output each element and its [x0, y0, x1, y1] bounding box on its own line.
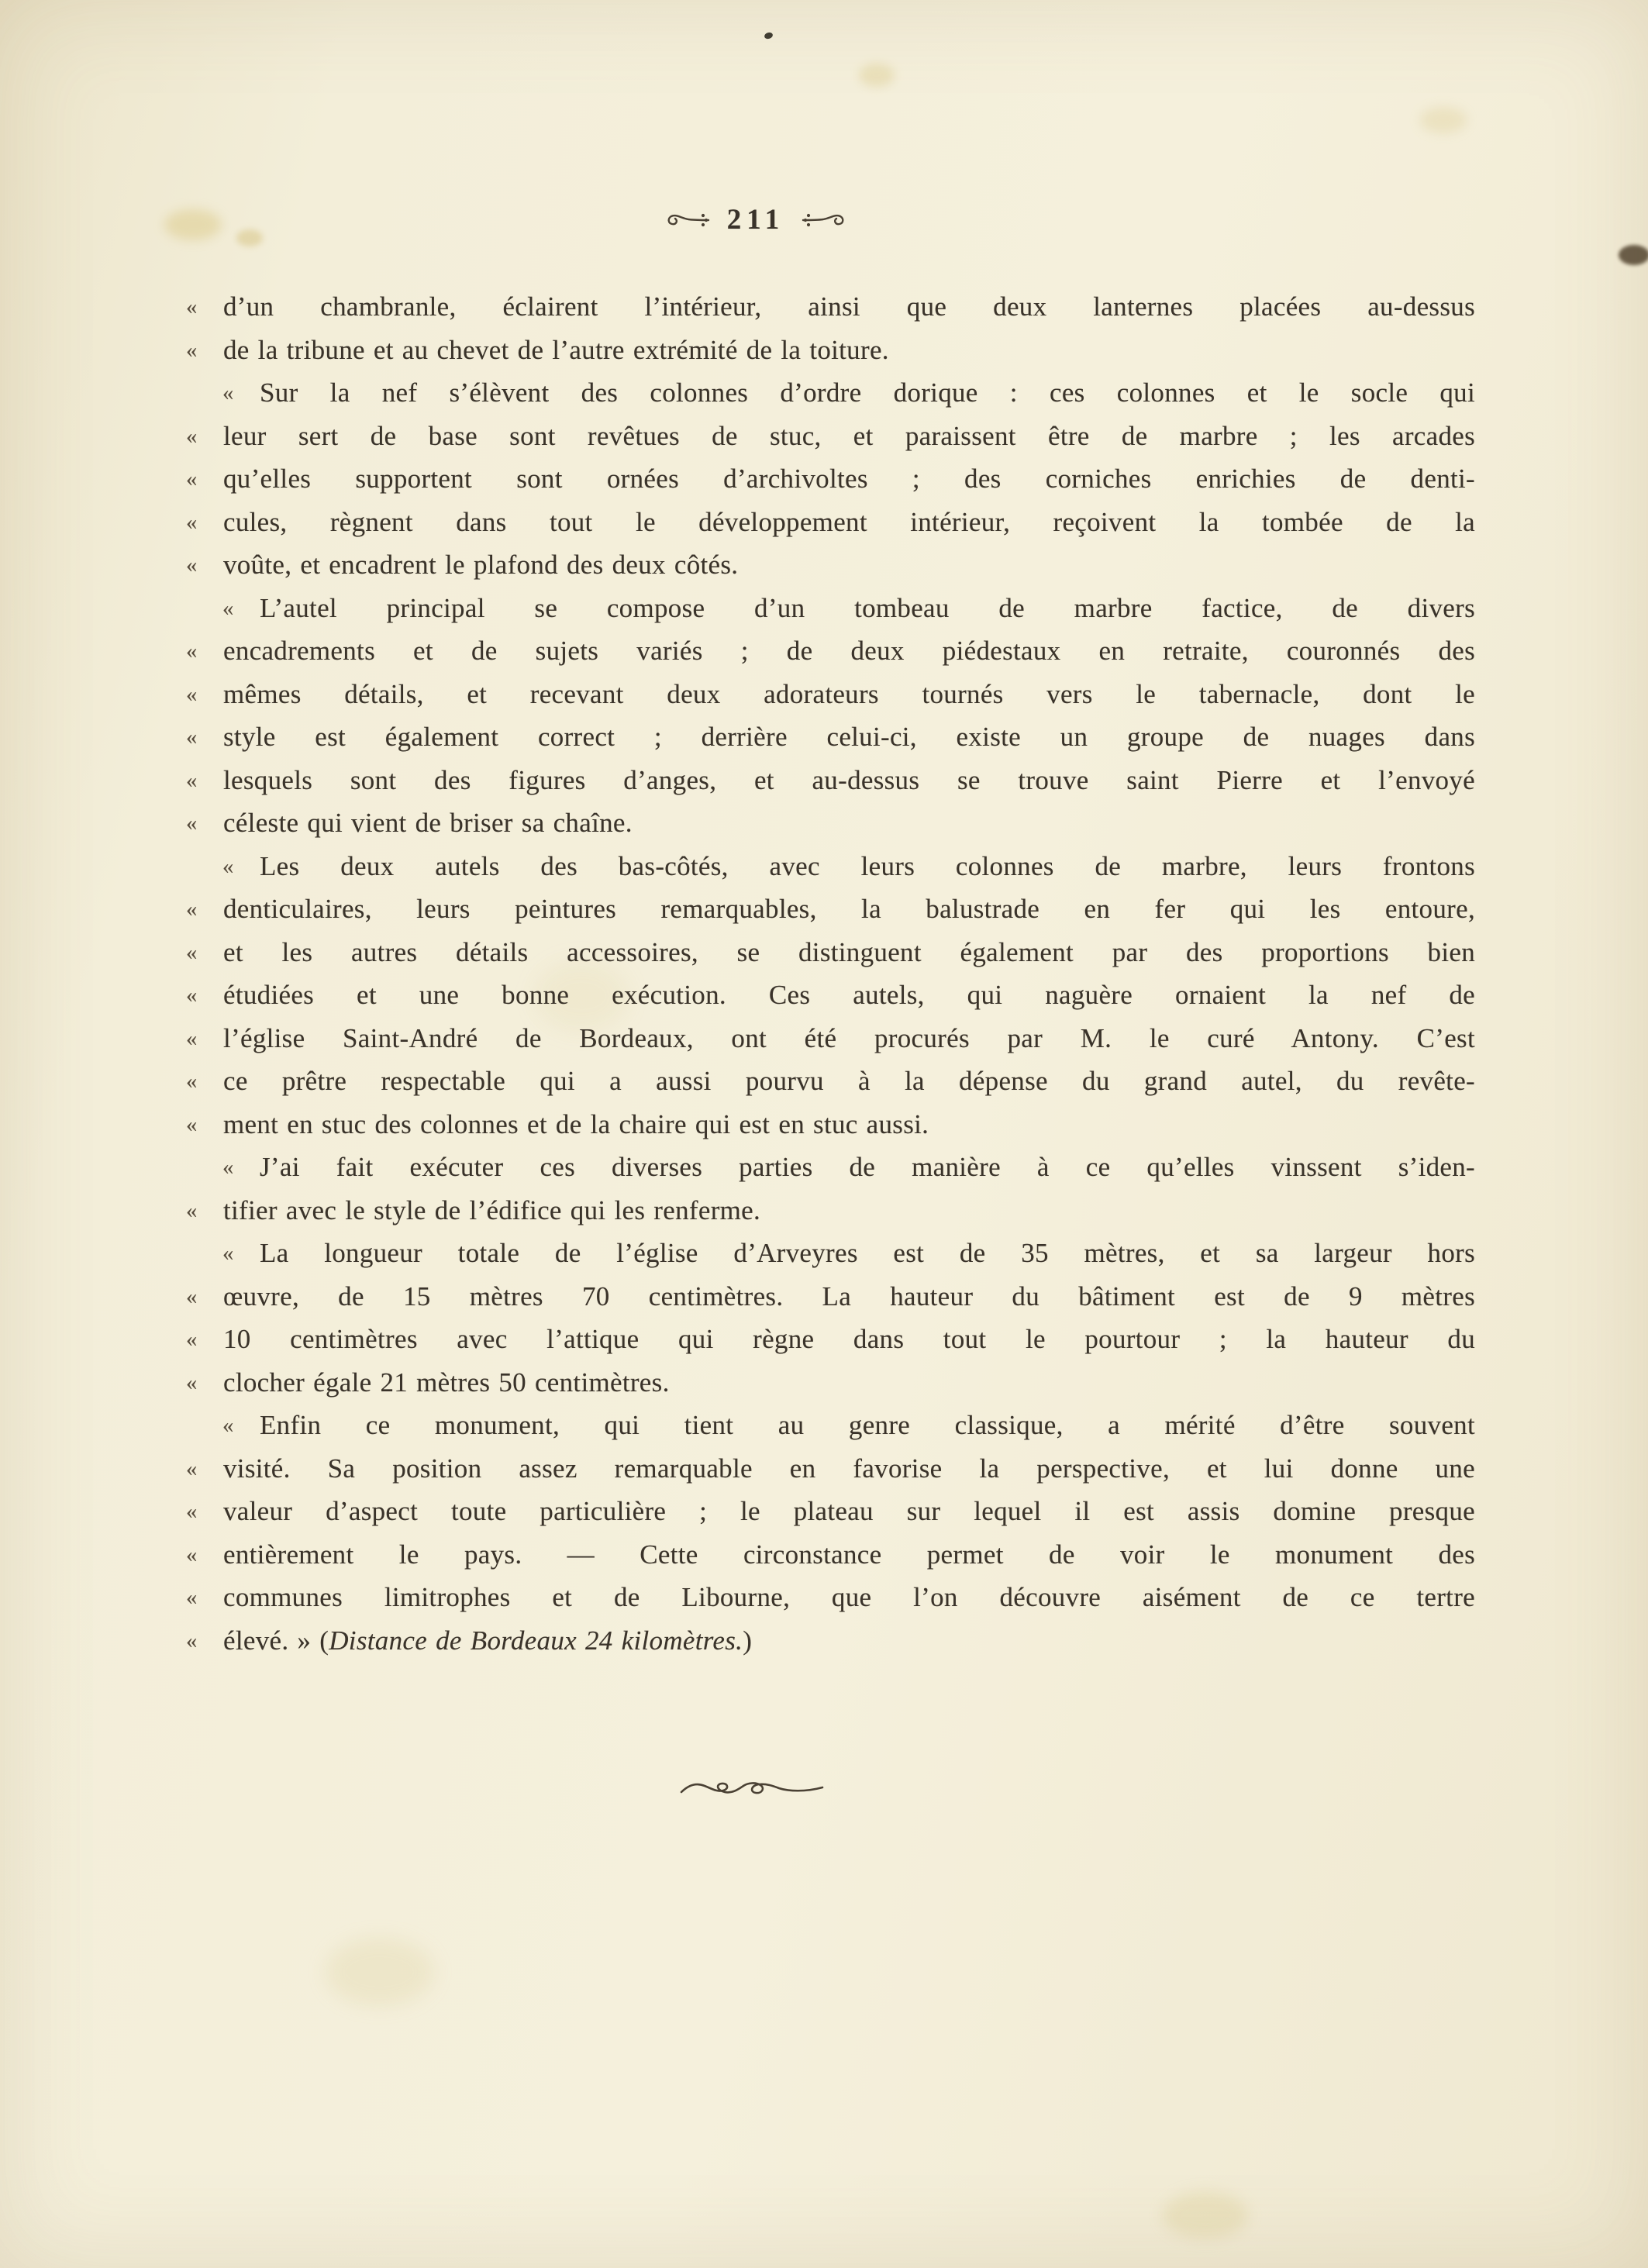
text-line: « élevé. » (Distance de Bordeaux 24 kilomètres.) [184, 1619, 1475, 1663]
guillemet-mark: « [186, 1542, 198, 1567]
text-line: « œuvre, de 15 mètres 70 centimètres. La hauteur du bâtiment est de 9 mètres [184, 1275, 1475, 1318]
text-line: « entièrement le pays. — Cette circonstance permet de voir le monument des [184, 1533, 1475, 1577]
guillemet-mark: « [186, 553, 198, 577]
guillemet-mark: « [186, 295, 198, 319]
guillemet-mark: « [186, 1069, 198, 1094]
guillemet-mark: « [186, 1284, 198, 1309]
page-number: 211 [726, 204, 785, 236]
guillemet-mark: « [222, 595, 234, 621]
text-line: « et les autres détails accessoires, se distinguent également par des proportions bien [184, 931, 1475, 974]
page-header [116, 203, 1395, 236]
text-block [184, 285, 1475, 1662]
guillemet-mark: « [186, 1327, 198, 1352]
text-line: « Les deux autels des bas-côtés, avec leurs colonnes de marbre, leurs frontons [184, 845, 1475, 888]
distance-note-italic: Distance de Bordeaux 24 kilomètres. [329, 1625, 743, 1656]
text-line: « communes limitrophes et de Libourne, que l’on découvre aisément de ce tertre [184, 1576, 1475, 1619]
guillemet-mark: « [186, 1370, 198, 1395]
text-line: « L’autel principal se compose d’un tombeau de marbre factice, de divers [184, 587, 1475, 630]
text-line: « cules, règnent dans tout le développement intérieur, reçoivent la tombée de la [184, 501, 1475, 544]
guillemet-mark: « [186, 1025, 198, 1051]
guillemet-mark: « [186, 681, 198, 707]
guillemet-mark: « [186, 725, 198, 750]
guillemet-mark: « [186, 337, 198, 363]
end-flourish-icon [116, 1775, 1395, 1805]
guillemet-mark: « [186, 1456, 198, 1481]
text-line: « J’ai fait exécuter ces diverses parties de manière à ce qu’elles vinssent s’iden- [184, 1146, 1475, 1189]
header-ornament-right-icon [800, 209, 848, 231]
guillemet-mark: « [186, 1198, 198, 1223]
text-line: « voûte, et encadrent le plafond des deux côtés. [184, 543, 1475, 587]
guillemet-mark: « [186, 983, 198, 1008]
text-line: « valeur d’aspect toute particulière ; le plateau sur lequel il est assis domine presque [184, 1490, 1475, 1533]
guillemet-mark: « [186, 939, 198, 965]
text-line: « leur sert de base sont revêtues de stuc, et paraissent être de marbre ; les arcades [184, 415, 1475, 458]
text-line: « mêmes détails, et recevant deux adorateurs tournés vers le tabernacle, dont le [184, 673, 1475, 716]
text-line: « 10 centimètres avec l’attique qui règne dans tout le pourtour ; la hauteur du [184, 1318, 1475, 1361]
header-ornament-left-icon [664, 209, 712, 231]
text-line: « Enfin ce monument, qui tient au genre classique, a mérité d’être souvent [184, 1404, 1475, 1447]
guillemet-mark: « [186, 1628, 198, 1653]
text-line: « lesquels sont des figures d’anges, et au-dessus se trouve saint Pierre et l’envoyé [184, 759, 1475, 802]
guillemet-mark: « [186, 767, 198, 793]
guillemet-mark: « [186, 467, 198, 491]
guillemet-mark: « [222, 853, 234, 879]
text-line: « visité. Sa position assez remarquable en favorise la perspective, et lui donne une [184, 1447, 1475, 1491]
guillemet-mark: « [186, 811, 198, 836]
text-line: « étudiées et une bonne exécution. Ces autels, qui naguère ornaient la nef de [184, 974, 1475, 1017]
text-line: « La longueur totale de l’église d’Arveyres est de 35 mètres, et sa largeur hors [184, 1232, 1475, 1275]
guillemet-mark: « [222, 1241, 234, 1266]
text-line: « ment en stuc des colonnes et de la chaire qui est en stuc aussi. [184, 1103, 1475, 1146]
guillemet-mark: « [186, 509, 198, 535]
guillemet-mark: « [186, 1499, 198, 1524]
guillemet-mark: « [222, 1413, 234, 1438]
guillemet-mark: « [222, 1155, 234, 1180]
guillemet-mark: « [186, 1585, 198, 1610]
text-line: « l’église Saint-André de Bordeaux, ont été procurés par M. le curé Antony. C’est [184, 1017, 1475, 1060]
text-line: « encadrements et de sujets variés ; de deux piédestaux en retraite, couronnés des [184, 629, 1475, 673]
text-line: « style est également correct ; derrière celui-ci, existe un groupe de nuages dans [184, 715, 1475, 759]
guillemet-mark: « [186, 897, 198, 922]
guillemet-mark: « [186, 1112, 198, 1137]
text-line: « céleste qui vient de briser sa chaîne. [184, 801, 1475, 845]
text-line: « qu’elles supportent sont ornées d’archivoltes ; des corniches enrichies de denti- [184, 457, 1475, 501]
text-line: « clocher égale 21 mètres 50 centimètres. [184, 1361, 1475, 1405]
text-line: « denticulaires, leurs peintures remarquables, la balustrade en fer qui les entoure, [184, 888, 1475, 931]
text-line: « de la tribune et au chevet de l’autre extrémité de la toiture. [184, 329, 1475, 372]
guillemet-mark: « [186, 423, 198, 449]
text-line: « ce prêtre respectable qui a aussi pourvu à la dépense du grand autel, du revête- [184, 1060, 1475, 1103]
guillemet-mark: « [186, 639, 198, 664]
text-line: « d’un chambranle, éclairent l’intérieur, ainsi que deux lanternes placées au-dessus [184, 285, 1475, 329]
text-line: « tifier avec le style de l’édifice qui les renferme. [184, 1189, 1475, 1232]
guillemet-mark: « [222, 381, 234, 405]
text-line: « Sur la nef s’élèvent des colonnes d’ordre dorique : ces colonnes et le socle qui [184, 371, 1475, 415]
